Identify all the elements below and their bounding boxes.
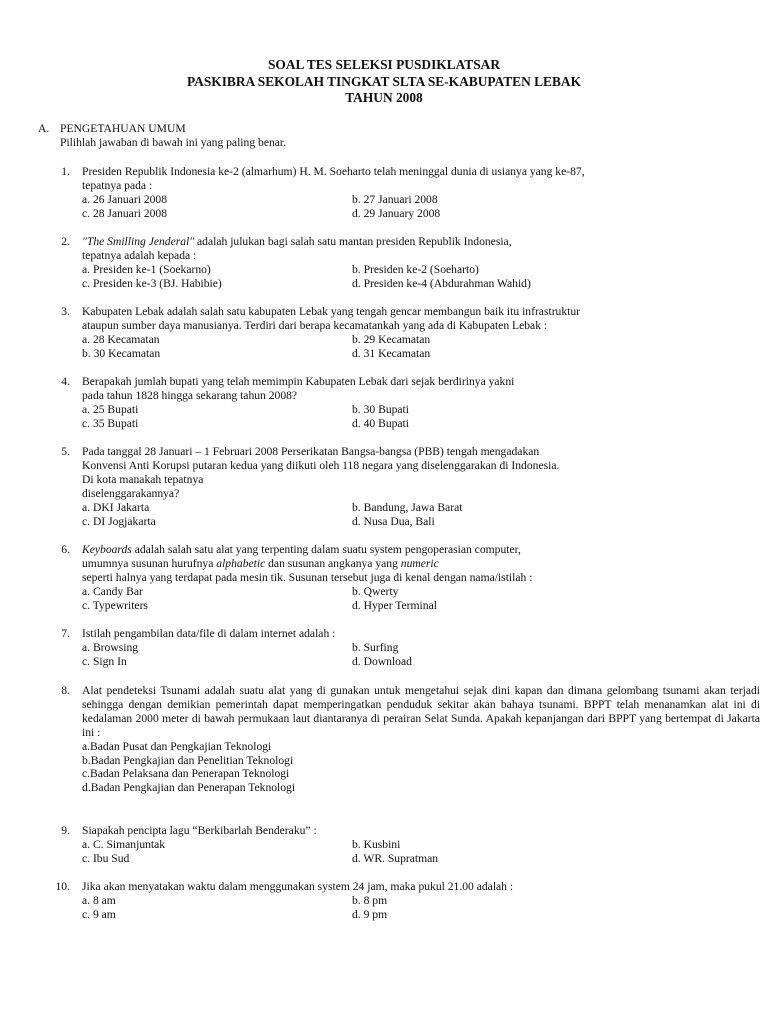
question-line: umumnya susunan hurufnya alphabetic dan susunan angkanya yang numeric <box>82 556 439 570</box>
option-a[interactable]: a. 8 am <box>82 893 116 907</box>
question-line: Kabupaten Lebak adalah salah satu kabupaten Lebak yang tengah gencar membangun baik itu infrastruktur <box>82 305 581 318</box>
section-title-text: PENGETAHUAN UMUM <box>60 122 186 135</box>
option-b[interactable]: b. 30 Bupati <box>352 402 410 416</box>
question-line: Keyboards adalah salah satu alat yang terpenting dalam suatu system pengoperasian computer, <box>82 543 521 556</box>
question-number: 1. <box>61 165 70 178</box>
option-c[interactable]: c. Sign In <box>82 654 127 668</box>
header-title-line-2: PASKIBRA SEKOLAH TINGKAT SLTA SE-KABUPATEN LEBAK <box>186 73 581 89</box>
answer-options <box>82 501 758 529</box>
answer-options <box>82 403 758 431</box>
question-line: seperti halnya yang terdapat pada mesin tik. Susunan tersebut juga di kenal dengan nama/istilah : <box>82 570 533 584</box>
question-line: ataupun sumber daya manusianya. Terdiri dari berapa kecamatankah yang ada di Kabupaten Lebak : <box>82 318 548 332</box>
question-text <box>82 627 768 641</box>
question-1 <box>38 165 758 221</box>
option-d[interactable]: d. 40 Bupati <box>352 416 410 430</box>
question-text <box>82 235 768 263</box>
answer-options <box>82 263 758 291</box>
question-text: Alat pendeteksi Tsunami adalah suatu alat yang di gunakan untuk mengetahui sejak dini kapan dan dimana gelombang tsunami akan terjadi sehingga dengan demikian pemerintah dapat memperingatkan penduduk sekitar akan bahaya tsunami. BPPT telah menanamkan alat ini di kedalaman 2000 meter di bawah permukaan laut diantaranya di perairan Selat Sunda. Apakah kepanjangan dari BPPT yang bertempat di Jakarta ini : <box>82 684 760 739</box>
option-c[interactable]: c. Typewriters <box>82 598 148 612</box>
option-c[interactable]: c.Badan Pelaksana dan Penerapan Teknologi <box>82 767 290 781</box>
question-line: Di kota manakah tepatnya <box>82 472 204 486</box>
option-b[interactable]: b.Badan Pengkajian dan Penelitian Teknologi <box>82 753 294 767</box>
option-a[interactable]: a. 28 Kecamatan <box>82 332 160 346</box>
answer-options <box>82 193 758 221</box>
option-d[interactable]: d. Nusa Dua, Bali <box>352 514 435 528</box>
question-10 <box>38 880 758 922</box>
option-b[interactable]: b. Bandung, Jawa Barat <box>352 500 463 514</box>
question-line: Berapakah jumlah bupati yang telah memimpin Kabupaten Lebak dari sejak berdirinya yakni <box>82 375 515 388</box>
option-c[interactable]: c. 9 am <box>82 907 116 921</box>
question-4 <box>38 375 758 431</box>
option-a[interactable]: a. 25 Bupati <box>82 402 139 416</box>
question-text <box>82 824 768 838</box>
question-8 <box>38 684 758 795</box>
question-text <box>82 445 768 501</box>
option-b[interactable]: b. Qwerty <box>352 584 399 598</box>
option-d[interactable]: d. WR. Supratman <box>352 851 439 865</box>
italic-term: alphabetic <box>216 556 266 570</box>
option-d[interactable]: d. Hyper Terminal <box>352 598 437 612</box>
option-a[interactable]: a. C. Simanjuntak <box>82 837 166 851</box>
option-c[interactable]: b. 30 Kecamatan <box>82 346 161 360</box>
question-7 <box>38 627 758 669</box>
option-c[interactable]: c. Ibu Sud <box>82 851 130 865</box>
answer-options <box>82 585 758 613</box>
option-c[interactable]: c. 28 Januari 2008 <box>82 206 168 220</box>
question-2 <box>38 235 758 291</box>
question-number: 3. <box>61 305 70 318</box>
option-a[interactable]: a. Presiden ke-1 (Soekarno) <box>82 262 211 276</box>
answer-options <box>82 894 758 922</box>
option-b[interactable]: b. Kusbini <box>352 837 401 851</box>
question-number: 5. <box>61 445 70 458</box>
option-d[interactable]: d. Presiden ke-4 (Abdurahman Wahid) <box>352 276 531 290</box>
option-a[interactable]: a. DKI Jakarta <box>82 500 150 514</box>
question-number: 10. <box>55 880 70 893</box>
option-b[interactable]: b. 8 pm <box>352 893 388 907</box>
document-header <box>0 57 768 107</box>
option-c[interactable]: c. DI Jogjakarta <box>82 514 156 528</box>
option-c[interactable]: c. 35 Bupati <box>82 416 139 430</box>
question-6 <box>38 543 758 613</box>
italic-term: Keyboards <box>82 543 132 556</box>
question-line: Jika akan menyatakan waktu dalam menggunakan system 24 jam, maka pukul 21.00 adalah : <box>82 880 514 893</box>
option-a[interactable]: a. Candy Bar <box>82 584 143 598</box>
question-number: 6. <box>61 543 70 556</box>
option-a[interactable]: a. 26 Januari 2008 <box>82 192 168 206</box>
section-instruction: Pilihlah jawaban di bawah ini yang paling benar. <box>60 135 287 149</box>
answer-options <box>82 740 758 796</box>
question-line: Konvensi Anti Korupsi putaran kedua yang diikuti oleh 118 negara yang diselenggarakan di Indonesia. <box>82 458 560 472</box>
section-a <box>38 122 286 150</box>
question-line: tepatnya adalah kepada : <box>82 248 197 262</box>
question-text <box>82 305 768 333</box>
answer-options <box>82 333 758 361</box>
answer-options <box>82 838 758 866</box>
question-number: 9. <box>61 824 70 837</box>
question-line: Pada tanggal 28 Januari – 1 Februari 2008 Perserikatan Bangsa-bangsa (PBB) tengah mengadakan <box>82 445 540 458</box>
question-text <box>82 375 768 403</box>
question-line: "The Smilling Jenderal" adalah julukan bagi salah satu mantan presiden Republik Indonesia, <box>82 235 512 248</box>
option-b[interactable]: b. Surfing <box>352 640 399 654</box>
option-b[interactable]: b. 29 Kecamatan <box>352 332 431 346</box>
question-line: Presiden Republik Indonesia ke-2 (almarhum) H. M. Soeharto telah meninggal dunia di usianya yang ke-87, <box>82 165 585 178</box>
question-text <box>82 880 768 894</box>
question-number: 4. <box>61 375 70 388</box>
question-9 <box>38 824 758 866</box>
question-line: tepatnya pada : <box>82 178 153 192</box>
italic-term: numeric <box>400 556 439 570</box>
question-line: diselenggarakannya? <box>82 486 180 500</box>
question-text <box>82 165 768 193</box>
question-line: Istilah pengambilan data/file di dalam internet adalah : <box>82 627 336 640</box>
question-number: 8. <box>61 684 70 697</box>
header-title-line-1: SOAL TES SELEKSI PUSDIKLATSAR <box>267 57 501 72</box>
answer-options <box>82 641 758 669</box>
question-number: 2. <box>61 235 70 248</box>
option-d[interactable]: d. Download <box>352 654 412 668</box>
option-c[interactable]: c. Presiden ke-3 (BJ. Habibie) <box>82 276 222 290</box>
option-d[interactable]: d.Badan Pengkajian dan Penerapan Teknologi <box>82 781 296 795</box>
option-a[interactable]: a. Browsing <box>82 640 139 654</box>
header-title-line-3: TAHUN 2008 <box>345 90 423 105</box>
question-number: 7. <box>61 627 70 640</box>
question-5 <box>38 445 758 528</box>
section-title <box>38 122 286 136</box>
italic-term: "The Smilling Jenderal" <box>82 235 195 248</box>
option-d[interactable]: d. 9 pm <box>352 907 388 921</box>
section-letter: A. <box>38 122 50 135</box>
option-b[interactable]: b. 27 Januari 2008 <box>352 192 438 206</box>
question-line: Siapakah pencipta lagu “Berkibarlah Benderaku” : <box>82 824 317 837</box>
option-d[interactable]: d. 29 January 2008 <box>352 206 441 220</box>
question-text <box>82 543 768 585</box>
option-a[interactable]: a.Badan Pusat dan Pengkajian Teknologi <box>82 739 272 753</box>
option-d[interactable]: d. 31 Kecamatan <box>352 346 431 360</box>
question-line: pada tahun 1828 hingga sekarang tahun 2008? <box>82 388 298 402</box>
question-3 <box>38 305 758 361</box>
option-b[interactable]: b. Presiden ke-2 (Soeharto) <box>352 262 479 276</box>
